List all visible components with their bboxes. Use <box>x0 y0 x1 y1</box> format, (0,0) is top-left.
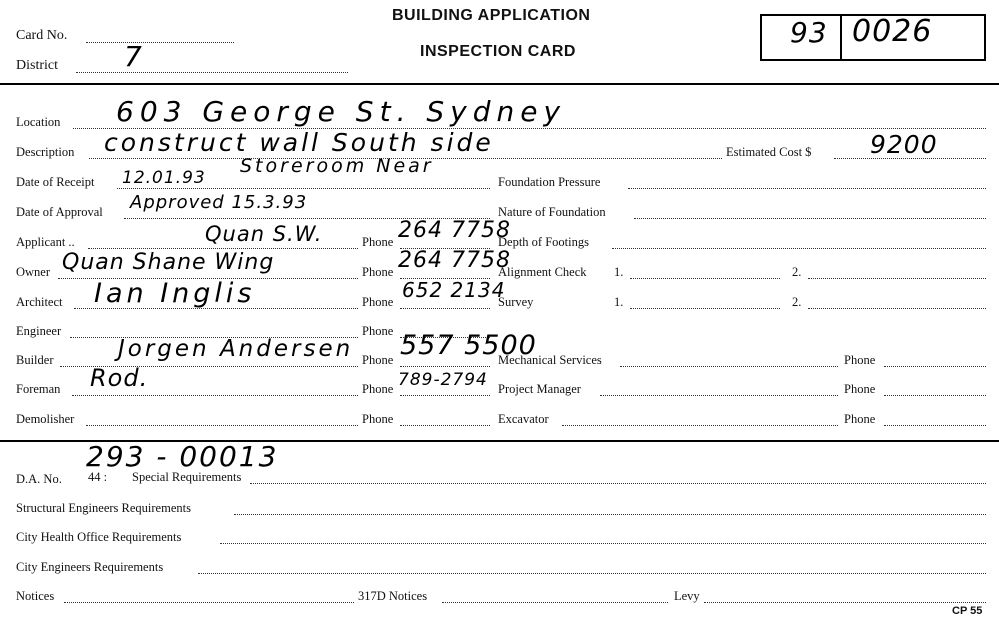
mechanical-line <box>620 366 838 367</box>
da-label: D.A. No. <box>16 472 62 486</box>
date-receipt-line <box>117 188 490 189</box>
project-manager-label: Project Manager <box>498 382 581 396</box>
nature-foundation-line <box>634 218 986 219</box>
demolisher-line <box>86 425 358 426</box>
project-manager-line <box>600 395 838 396</box>
notices-317d-label: 317D Notices <box>358 589 428 603</box>
card-number-value: 0026 <box>852 14 933 49</box>
notices-317d-line <box>442 602 668 603</box>
survey-num2: 2. <box>792 295 802 309</box>
alignment-num1: 1. <box>614 265 624 279</box>
foreman-phone-line <box>400 395 490 396</box>
description-label: Description <box>16 145 75 159</box>
architect-value: Ian Inglis <box>94 278 256 309</box>
foreman-phone-label: Phone <box>362 382 394 396</box>
applicant-line <box>88 248 358 249</box>
applicant-phone-label: Phone <box>362 235 394 249</box>
city-engineers-line <box>198 573 986 574</box>
special-requirements-label: Special Requirements <box>132 470 242 484</box>
depth-footings-label: Depth of Footings <box>498 235 589 249</box>
owner-label: Owner <box>16 265 51 279</box>
district-label: District <box>16 58 58 73</box>
engineer-phone-label: Phone <box>362 324 394 338</box>
description-value: construct wall South side <box>104 128 494 157</box>
survey-line2 <box>808 308 986 309</box>
builder-phone-value: 557 5500 <box>400 330 537 361</box>
card-prefix-value: 93 <box>790 16 828 49</box>
foreman-value: Rod. <box>90 364 149 392</box>
architect-phone-value: 652 2134 <box>402 278 506 302</box>
project-manager-phone-label: Phone <box>844 382 876 396</box>
city-engineers-label: City Engineers Requirements <box>16 560 164 574</box>
excavator-phone-line <box>884 425 986 426</box>
alignment-num2: 2. <box>792 265 802 279</box>
demolisher-phone-line <box>400 425 490 426</box>
excavator-line <box>562 425 838 426</box>
structural-label: Structural Engineers Requirements <box>16 501 191 515</box>
depth-footings-line <box>612 248 986 249</box>
foundation-pressure-line <box>628 188 986 189</box>
location-value: 603 George St. Sydney <box>116 95 567 128</box>
levy-label: Levy <box>674 589 700 603</box>
architect-phone-line <box>400 308 490 309</box>
project-manager-phone-line <box>884 395 986 396</box>
foundation-pressure-label: Foundation Pressure <box>498 175 601 189</box>
description-value-line2: Storeroom Near <box>240 155 434 177</box>
survey-num1: 1. <box>614 295 624 309</box>
alignment-check-label: Alignment Check <box>498 265 587 279</box>
excavator-phone-label: Phone <box>844 412 876 426</box>
mechanical-phone-label: Phone <box>844 353 876 367</box>
architect-label: Architect <box>16 295 63 309</box>
health-line <box>220 543 986 544</box>
form-code: CP 55 <box>952 605 983 617</box>
da-prefix: 44 : <box>88 470 108 484</box>
levy-line <box>704 602 986 603</box>
top-rule <box>0 83 999 85</box>
title-line1: BUILDING APPLICATION <box>392 7 591 24</box>
applicant-value: Quan S.W. <box>205 222 323 246</box>
demolisher-phone-label: Phone <box>362 412 394 426</box>
nature-foundation-label: Nature of Foundation <box>498 205 606 219</box>
mechanical-phone-line <box>884 366 986 367</box>
title-line2: INSPECTION CARD <box>420 43 576 60</box>
applicant-phone-value: 264 7758 <box>398 218 511 243</box>
estimated-cost-label: Estimated Cost $ <box>726 145 812 159</box>
district-line <box>76 72 348 73</box>
notices-label: Notices <box>16 589 55 603</box>
date-receipt-value: 12.01.93 <box>122 168 206 188</box>
engineer-label: Engineer <box>16 324 62 338</box>
notices-line <box>64 602 354 603</box>
applicant-label: Applicant .. <box>16 235 75 249</box>
owner-phone-value: 264 7758 <box>398 248 511 273</box>
date-approval-value: Approved 15.3.93 <box>130 192 308 213</box>
card-number-divider <box>840 16 842 59</box>
foreman-label: Foreman <box>16 382 61 396</box>
district-value: 7 <box>124 40 143 73</box>
demolisher-label: Demolisher <box>16 412 75 426</box>
builder-label: Builder <box>16 353 54 367</box>
da-value: 293 - 00013 <box>86 440 279 473</box>
mechanical-label: Mechanical Services <box>498 353 602 367</box>
alignment-line2 <box>808 278 986 279</box>
card-no-label: Card No. <box>16 28 68 43</box>
card-no-line <box>86 42 234 43</box>
special-requirements-line <box>250 483 986 484</box>
health-label: City Health Office Requirements <box>16 530 182 544</box>
foreman-line <box>72 395 358 396</box>
estimated-cost-value: 9200 <box>870 130 938 159</box>
owner-value: Quan Shane Wing <box>62 250 275 275</box>
alignment-line1 <box>630 278 780 279</box>
date-approval-label: Date of Approval <box>16 205 103 219</box>
location-label: Location <box>16 115 61 129</box>
date-receipt-label: Date of Receipt <box>16 175 95 189</box>
survey-label: Survey <box>498 295 534 309</box>
foreman-phone-value: 789-2794 <box>398 370 488 390</box>
builder-phone-line <box>400 366 490 367</box>
owner-phone-label: Phone <box>362 265 394 279</box>
survey-line1 <box>630 308 780 309</box>
structural-line <box>234 514 986 515</box>
architect-phone-label: Phone <box>362 295 394 309</box>
builder-value: Jorgen Andersen <box>118 336 354 362</box>
builder-phone-label: Phone <box>362 353 394 367</box>
excavator-label: Excavator <box>498 412 549 426</box>
